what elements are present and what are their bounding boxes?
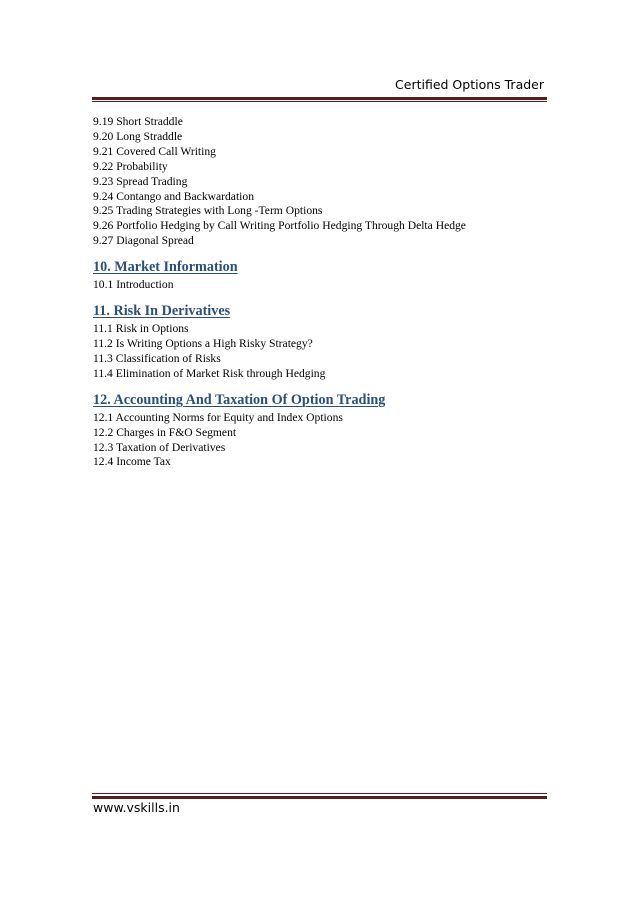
header-rule-thin (92, 101, 547, 102)
toc-item: 11.1 Risk in Options (93, 322, 189, 336)
toc-item: 9.20 Long Straddle (93, 129, 183, 143)
toc-item: 11.4 Elimination of Market Risk through Hedging (93, 366, 326, 380)
toc-item: 12.2 Charges in F&O Segment (93, 425, 237, 439)
toc-item: 9.19 Short Straddle (93, 115, 183, 128)
toc-item: 10.1 Introduction (93, 278, 174, 292)
footer-rule-thin (92, 793, 547, 794)
toc-item: 9.26 Portfolio Hedging by Call Writing Portfolio Hedging Through Delta Hedge (93, 219, 466, 233)
section-heading[interactable]: 12. Accounting And Taxation Of Option Trading (93, 391, 386, 408)
section-heading[interactable]: 11. Risk In Derivatives (93, 303, 231, 320)
toc-item: 9.23 Spread Trading (93, 174, 188, 188)
toc-item: 11.2 Is Writing Options a High Risky Strategy? (93, 336, 313, 350)
toc-item: 11.3 Classification of Risks (93, 351, 221, 365)
toc-item: 12.4 Income Tax (93, 455, 171, 469)
footer-rule (92, 796, 547, 799)
toc-item: 9.21 Covered Call Writing (93, 144, 216, 158)
toc-item: 9.24 Contango and Backwardation (93, 189, 254, 203)
header-rule (92, 97, 547, 100)
toc-section-11 (93, 303, 548, 382)
toc-chapter-9-list (93, 115, 548, 249)
toc-item: 12.1 Accounting Norms for Equity and Index Options (93, 410, 343, 424)
section-heading[interactable]: 10. Market Information (93, 259, 238, 276)
toc-item: 12.3 Taxation of Derivatives (93, 440, 226, 454)
toc-item: 9.25 Trading Strategies with Long -Term Options (93, 204, 323, 218)
footer-website: www.vskills.in (93, 800, 180, 815)
toc-section-12 (93, 392, 548, 471)
toc-item: 9.27 Diagonal Spread (93, 234, 194, 248)
page-header-title: Certified Options Trader (395, 77, 544, 92)
toc-content (93, 115, 548, 470)
toc-section-10 (93, 259, 548, 293)
toc-item: 9.22 Probability (93, 159, 168, 173)
